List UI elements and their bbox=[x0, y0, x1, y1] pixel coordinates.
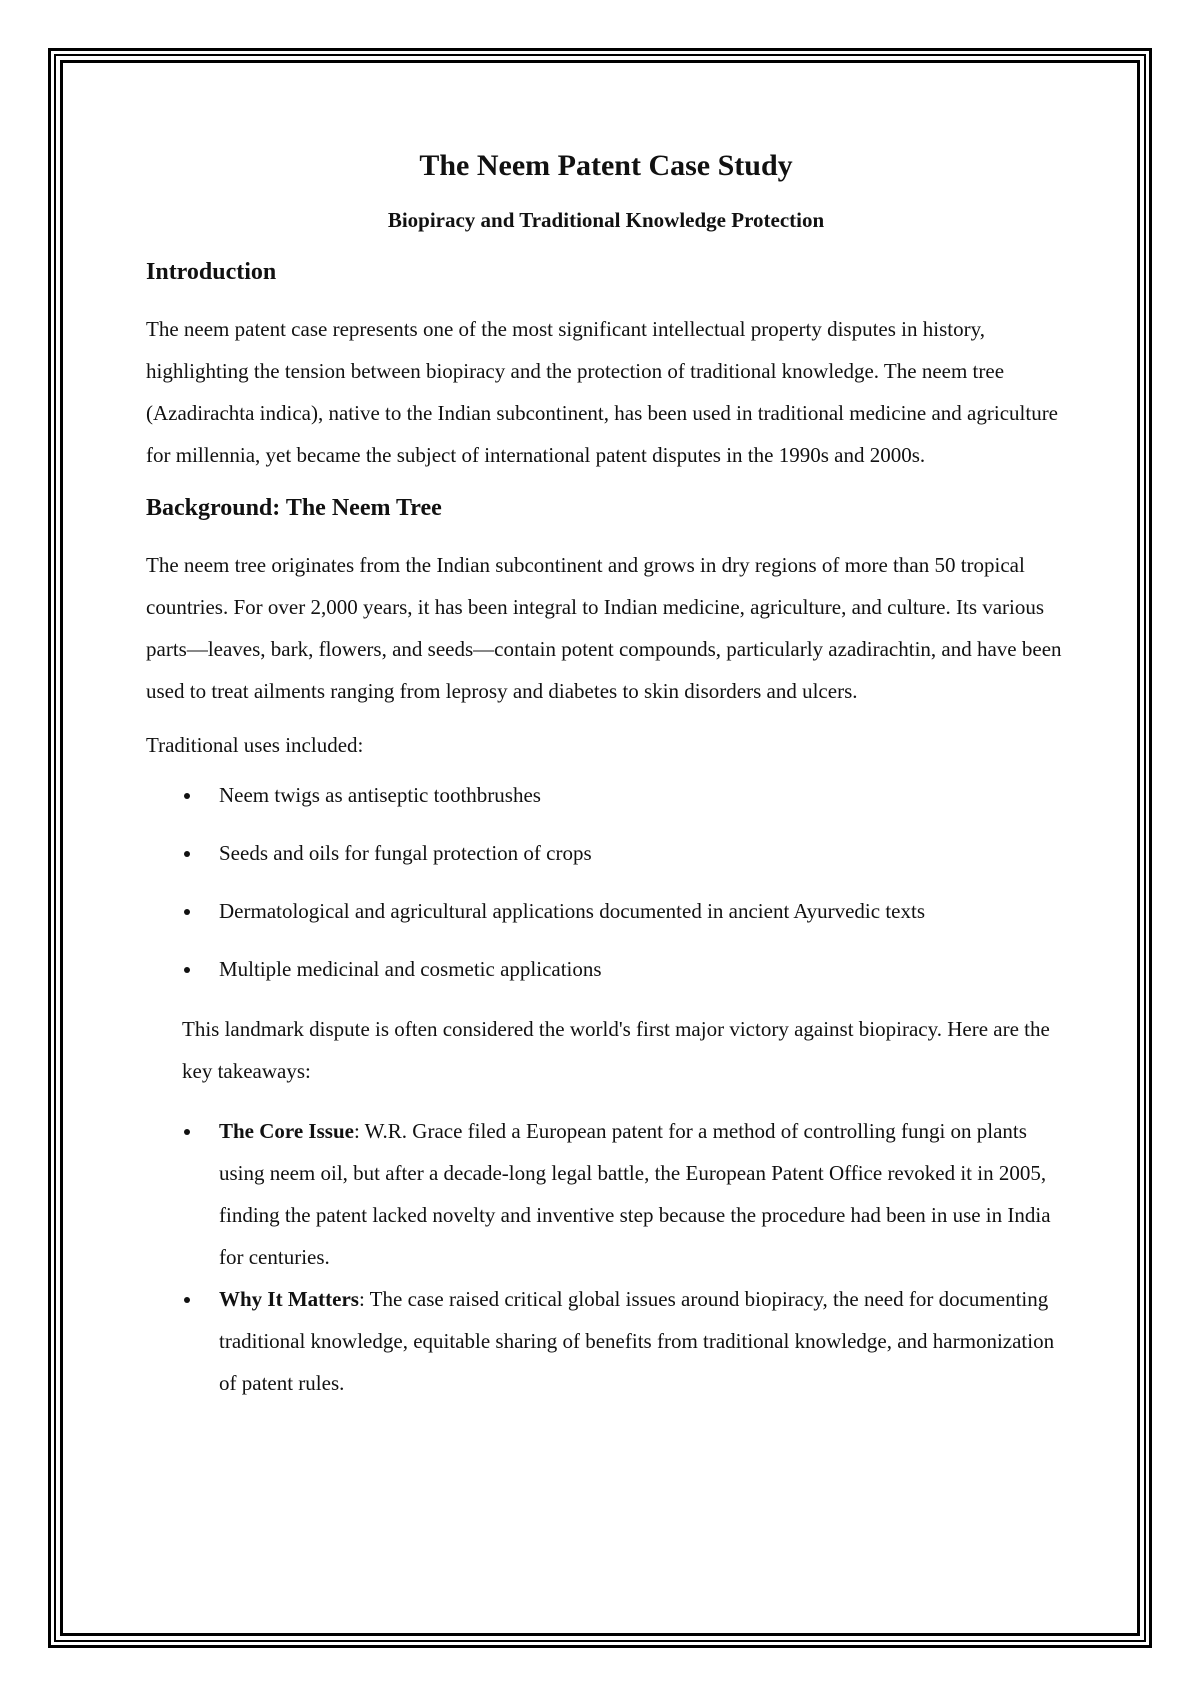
document-body bbox=[146, 140, 1066, 1404]
list-item: Dermatological and agricultural applications documented in ancient Ayurvedic texts bbox=[146, 892, 1066, 930]
document-subtitle: Biopiracy and Traditional Knowledge Protection bbox=[387, 208, 825, 232]
background-heading: Background: The Neem Tree bbox=[146, 495, 442, 521]
introduction-paragraph: The neem patent case represents one of the most significant intellectual property disputes in history, highlighting the tension between biopiracy and the protection of traditional knowledge. The neem tree (Azadirachta indica), native to the Indian subcontinent, has been used in traditional medicine and agriculture for millennia, yet became the subject of international patent disputes in the 1990s and 2000s. bbox=[146, 317, 1059, 467]
traditional-uses-list bbox=[146, 776, 1066, 988]
list-item: Neem twigs as antiseptic toothbrushes bbox=[146, 776, 1066, 814]
background-paragraph: The neem tree originates from the Indian subcontinent and grows in dry regions of more than 50 tropical countries. For over 2,000 years, it has been integral to Indian medicine, agriculture, and culture. Its various parts—leaves, bark, flowers, and seeds—contain potent compounds, particularly azadirachtin, and have been used to treat ailments ranging from leprosy and diabetes to skin disorders and ulcers. bbox=[146, 553, 1062, 703]
key-term: The Core Issue bbox=[219, 1119, 354, 1143]
takeaways-intro: This landmark dispute is often considered the world's first major victory against biopiracy. Here are the key takeaways: bbox=[182, 1017, 1050, 1083]
list-item: Multiple medicinal and cosmetic applications bbox=[146, 950, 1066, 988]
list-item: Seeds and oils for fungal protection of crops bbox=[146, 834, 1066, 872]
key-description: : W.R. Grace filed a European patent for a method of controlling fungi on plants using neem oil, but after a decade-long legal battle, the European Patent Office revoked it in 2005, finding the patent lacked novelty and inventive step because the procedure had been in use in India for centuries. bbox=[219, 1119, 1051, 1269]
key-takeaways-list bbox=[146, 1110, 1066, 1404]
traditional-uses-intro: Traditional uses included: bbox=[146, 733, 364, 757]
document-title: The Neem Patent Case Study bbox=[419, 149, 793, 182]
list-item bbox=[146, 1110, 1066, 1278]
key-term: Why It Matters bbox=[219, 1287, 359, 1311]
list-item bbox=[146, 1278, 1066, 1404]
introduction-heading: Introduction bbox=[146, 259, 277, 285]
key-description: : The case raised critical global issues around biopiracy, the need for documenting traditional knowledge, equitable sharing of benefits from traditional knowledge, and harmonization of patent rules. bbox=[219, 1287, 1055, 1395]
